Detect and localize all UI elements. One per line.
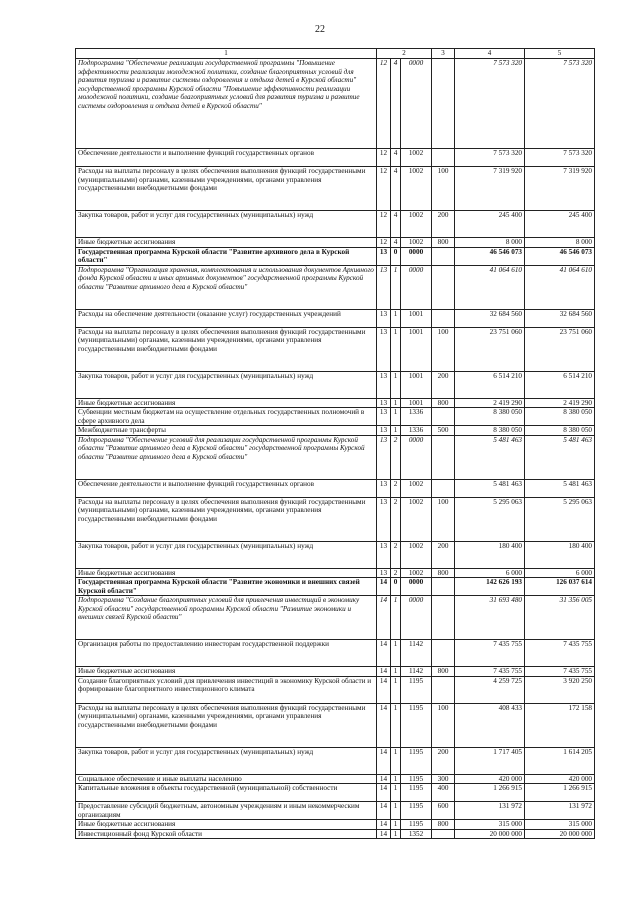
code-subprogram: 2	[391, 479, 401, 497]
row-name: Межбюджетные трансферты	[76, 426, 377, 436]
row-name: Иные бюджетные ассигнования	[76, 667, 377, 677]
amount-year1: 6 514 210	[455, 371, 525, 398]
amount-year1: 31 693 480	[455, 596, 525, 640]
row-name: Расходы на выплаты персоналу в целях обеспечения выполнения функций государственными (муниципальными) органами, казенными учреждениями, органами управления государственными внебюджетными фондами	[76, 703, 377, 747]
row-name: Закупка товаров, работ и услуг для государственных (муниципальных) нужд	[76, 541, 377, 568]
row-name: Иные бюджетные ассигнования	[76, 398, 377, 408]
amount-year2: 1 266 915	[525, 784, 595, 802]
amount-year2: 5 481 463	[525, 435, 595, 479]
expense-type: 100	[432, 703, 455, 747]
amount-year1: 5 481 463	[455, 479, 525, 497]
row-name: Расходы на выплаты персоналу в целях обеспечения выполнения функций государственными (муниципальными) органами, казенными учреждениями, органами управления государственными внебюджетными фондами	[76, 327, 377, 371]
table-row	[76, 541, 595, 568]
code-direction: 1002	[401, 238, 432, 248]
row-name: Закупка товаров, работ и услуг для государственных (муниципальных) нужд	[76, 211, 377, 238]
amount-year2: 1 614 205	[525, 747, 595, 774]
table-row	[76, 703, 595, 747]
table-row	[76, 167, 595, 211]
amount-year2: 41 064 610	[525, 265, 595, 309]
row-name: Обеспечение деятельности и выполнение функций государственных органов	[76, 479, 377, 497]
header-row	[76, 49, 595, 59]
expense-type: 100	[432, 327, 455, 371]
code-subprogram: 1	[391, 829, 401, 839]
code-subprogram: 1	[391, 676, 401, 703]
code-program: 13	[377, 371, 391, 398]
code-direction: 1336	[401, 426, 432, 436]
code-subprogram: 1	[391, 640, 401, 667]
expense-type	[432, 149, 455, 167]
code-program: 14	[377, 667, 391, 677]
table-row	[76, 802, 595, 820]
amount-year1: 245 400	[455, 211, 525, 238]
code-program: 13	[377, 479, 391, 497]
code-program: 12	[377, 149, 391, 167]
code-subprogram: 4	[391, 167, 401, 211]
amount-year1: 6 000	[455, 568, 525, 578]
amount-year1: 41 064 610	[455, 265, 525, 309]
table-row	[76, 149, 595, 167]
code-subprogram: 1	[391, 371, 401, 398]
code-subprogram: 1	[391, 398, 401, 408]
table-row	[76, 774, 595, 784]
table-row	[76, 596, 595, 640]
table-row	[76, 497, 595, 541]
expense-type: 500	[432, 426, 455, 436]
amount-year1: 20 000 000	[455, 829, 525, 839]
code-direction: 1195	[401, 774, 432, 784]
amount-year2: 245 400	[525, 211, 595, 238]
code-program: 12	[377, 238, 391, 248]
code-direction: 1001	[401, 309, 432, 327]
amount-year2: 8 000	[525, 238, 595, 248]
code-program: 14	[377, 820, 391, 830]
table-row	[76, 667, 595, 677]
row-name: Предоставление субсидий бюджетным, автономным учреждениям и иным некоммерческим организациям	[76, 802, 377, 820]
code-direction: 1195	[401, 703, 432, 747]
row-name: Иные бюджетные ассигнования	[76, 238, 377, 248]
code-subprogram: 1	[391, 820, 401, 830]
table-row	[76, 408, 595, 426]
code-program: 14	[377, 774, 391, 784]
code-program: 13	[377, 426, 391, 436]
code-subprogram: 1	[391, 596, 401, 640]
amount-year2: 126 037 614	[525, 578, 595, 596]
amount-year1: 408 433	[455, 703, 525, 747]
amount-year2: 46 546 073	[525, 247, 595, 265]
code-direction: 1001	[401, 327, 432, 371]
expense-type: 800	[432, 667, 455, 677]
code-program: 12	[377, 211, 391, 238]
row-name: Субвенции местным бюджетам на осуществление отдельных государственных полномочий в сфере архивного дела	[76, 408, 377, 426]
table-row	[76, 398, 595, 408]
table-row	[76, 676, 595, 703]
amount-year1: 420 000	[455, 774, 525, 784]
code-direction: 1001	[401, 398, 432, 408]
code-direction: 1002	[401, 479, 432, 497]
row-name: Иные бюджетные ассигнования	[76, 568, 377, 578]
code-direction: 1142	[401, 667, 432, 677]
code-subprogram: 0	[391, 247, 401, 265]
amount-year1: 142 626 193	[455, 578, 525, 596]
table-row	[76, 820, 595, 830]
row-name: Инвестиционный фонд Курской области	[76, 829, 377, 839]
code-program: 14	[377, 784, 391, 802]
table-row	[76, 568, 595, 578]
code-program: 14	[377, 802, 391, 820]
expense-type: 600	[432, 802, 455, 820]
expense-type: 200	[432, 541, 455, 568]
code-program: 14	[377, 578, 391, 596]
amount-year2: 32 684 560	[525, 309, 595, 327]
table-row	[76, 640, 595, 667]
row-name: Социальное обеспечение и иные выплаты населению	[76, 774, 377, 784]
row-name: Подпрограмма "Обеспечение условий для реализации государственной программы Курской области "Развитие архивного дела в Курской области" государственной программы Курской области "Развитие архивного дела в Курской области"	[76, 435, 377, 479]
page-number: 22	[315, 24, 325, 35]
table-row	[76, 479, 595, 497]
row-name: Создание благоприятных условий для привлечения инвестиций в экономику Курской области и формирование благоприятного инвестиционного климата	[76, 676, 377, 703]
code-direction: 1002	[401, 568, 432, 578]
expense-type	[432, 408, 455, 426]
code-program: 14	[377, 596, 391, 640]
amount-year2: 23 751 060	[525, 327, 595, 371]
code-direction: 1195	[401, 820, 432, 830]
code-direction: 1002	[401, 541, 432, 568]
amount-year1: 131 972	[455, 802, 525, 820]
code-program: 13	[377, 398, 391, 408]
header-cell: 5	[525, 49, 595, 59]
header-cell: 2	[377, 49, 432, 59]
code-direction: 0000	[401, 435, 432, 479]
amount-year1: 8 380 050	[455, 426, 525, 436]
amount-year2: 8 380 050	[525, 408, 595, 426]
code-subprogram: 1	[391, 802, 401, 820]
table-row	[76, 426, 595, 436]
expense-type	[432, 309, 455, 327]
code-subprogram: 1	[391, 774, 401, 784]
expense-type: 800	[432, 568, 455, 578]
amount-year2: 2 419 290	[525, 398, 595, 408]
code-program: 14	[377, 640, 391, 667]
code-program: 14	[377, 676, 391, 703]
code-subprogram: 4	[391, 59, 401, 149]
code-subprogram: 0	[391, 578, 401, 596]
code-subprogram: 2	[391, 541, 401, 568]
expense-type: 100	[432, 167, 455, 211]
code-direction: 1352	[401, 829, 432, 839]
code-program: 13	[377, 541, 391, 568]
table-row	[76, 784, 595, 802]
code-program: 13	[377, 497, 391, 541]
amount-year1: 5 481 463	[455, 435, 525, 479]
expense-type: 200	[432, 747, 455, 774]
amount-year2: 20 000 000	[525, 829, 595, 839]
row-name: Расходы на выплаты персоналу в целях обеспечения выполнения функций государственными (муниципальными) органами, казенными учреждениями, органами управления государственными внебюджетными фондами	[76, 497, 377, 541]
amount-year2: 420 000	[525, 774, 595, 784]
code-program: 13	[377, 327, 391, 371]
table-row	[76, 247, 595, 265]
code-subprogram: 1	[391, 408, 401, 426]
row-name: Обеспечение деятельности и выполнение функций государственных органов	[76, 149, 377, 167]
code-direction: 1195	[401, 802, 432, 820]
header-cell: 1	[76, 49, 377, 59]
code-direction: 1336	[401, 408, 432, 426]
code-program: 14	[377, 703, 391, 747]
code-subprogram: 1	[391, 426, 401, 436]
row-name: Подпрограмма "Создание благоприятных условий для привлечения инвестиций в экономику Курской области" государственной программы Курской области "Развитие экономики и внешних связей Курской области"	[76, 596, 377, 640]
code-subprogram: 1	[391, 747, 401, 774]
code-direction: 0000	[401, 59, 432, 149]
table-row	[76, 747, 595, 774]
code-program: 13	[377, 247, 391, 265]
expense-type: 100	[432, 497, 455, 541]
code-subprogram: 1	[391, 703, 401, 747]
budget-table	[75, 48, 595, 839]
table-row	[76, 211, 595, 238]
amount-year1: 8 380 050	[455, 408, 525, 426]
amount-year1: 7 573 320	[455, 149, 525, 167]
code-direction: 0000	[401, 265, 432, 309]
header-cell: 4	[455, 49, 525, 59]
table-row	[76, 371, 595, 398]
row-name: Закупка товаров, работ и услуг для государственных (муниципальных) нужд	[76, 747, 377, 774]
code-direction: 1195	[401, 784, 432, 802]
expense-type: 200	[432, 371, 455, 398]
code-subprogram: 1	[391, 784, 401, 802]
expense-type: 800	[432, 238, 455, 248]
code-program: 14	[377, 747, 391, 774]
amount-year2: 5 481 463	[525, 479, 595, 497]
amount-year1: 23 751 060	[455, 327, 525, 371]
amount-year2: 7 435 755	[525, 667, 595, 677]
amount-year1: 46 546 073	[455, 247, 525, 265]
code-program: 14	[377, 829, 391, 839]
amount-year1: 1 266 915	[455, 784, 525, 802]
row-name: Расходы на выплаты персоналу в целях обеспечения выполнения функций государственными (муниципальными) органами, казенными учреждениями, органами управления государственными внебюджетными фондами	[76, 167, 377, 211]
amount-year2: 172 158	[525, 703, 595, 747]
expense-type	[432, 247, 455, 265]
expense-type: 800	[432, 398, 455, 408]
amount-year2: 315 000	[525, 820, 595, 830]
amount-year1: 8 000	[455, 238, 525, 248]
code-subprogram: 2	[391, 497, 401, 541]
code-direction: 0000	[401, 596, 432, 640]
amount-year2: 131 972	[525, 802, 595, 820]
code-subprogram: 1	[391, 265, 401, 309]
expense-type: 300	[432, 774, 455, 784]
table-row	[76, 59, 595, 149]
amount-year1: 32 684 560	[455, 309, 525, 327]
amount-year1: 315 000	[455, 820, 525, 830]
row-name: Закупка товаров, работ и услуг для государственных (муниципальных) нужд	[76, 371, 377, 398]
code-direction: 1195	[401, 747, 432, 774]
amount-year1: 4 259 725	[455, 676, 525, 703]
code-subprogram: 4	[391, 149, 401, 167]
amount-year1: 180 400	[455, 541, 525, 568]
amount-year1: 7 573 320	[455, 59, 525, 149]
amount-year1: 7 319 920	[455, 167, 525, 211]
amount-year2: 7 435 755	[525, 640, 595, 667]
code-program: 13	[377, 265, 391, 309]
amount-year2: 180 400	[525, 541, 595, 568]
expense-type	[432, 59, 455, 149]
expense-type	[432, 829, 455, 839]
code-program: 12	[377, 59, 391, 149]
expense-type	[432, 265, 455, 309]
code-direction: 0000	[401, 578, 432, 596]
code-direction: 1142	[401, 640, 432, 667]
row-name: Капитальные вложения в объекты государственной (муниципальной) собственности	[76, 784, 377, 802]
expense-type	[432, 435, 455, 479]
code-direction: 1002	[401, 211, 432, 238]
amount-year1: 7 435 755	[455, 640, 525, 667]
code-program: 13	[377, 309, 391, 327]
amount-year2: 8 380 050	[525, 426, 595, 436]
expense-type	[432, 596, 455, 640]
row-name: Подпрограмма "Организация хранения, комплектования и использования документов Архивного фонда Курской области и иных архивных документов" государственной программы Курской области "Развитие архивного дела в Курской области"	[76, 265, 377, 309]
expense-type	[432, 676, 455, 703]
table-row	[76, 265, 595, 309]
amount-year1: 1 717 405	[455, 747, 525, 774]
expense-type	[432, 578, 455, 596]
code-direction: 1002	[401, 497, 432, 541]
amount-year2: 6 000	[525, 568, 595, 578]
table-row	[76, 829, 595, 839]
amount-year2: 31 356 005	[525, 596, 595, 640]
row-name: Подпрограмма "Обеспечение реализации государственной программы "Повышение эффективности реализации молодежной политики, создание благоприятных условий для развития туризма и развитие системы оздоровления и отдыха детей в Курской области" государственной программы Курской области "Повышение эффективности реализации молодежной политики, создание благоприятных условий для развития туризма и развитие системы оздоровления и отдыха детей в Курской области"	[76, 59, 377, 149]
row-name: Организация работы по предоставлению инвесторам государственной поддержки	[76, 640, 377, 667]
row-name: Иные бюджетные ассигнования	[76, 820, 377, 830]
code-program: 13	[377, 408, 391, 426]
code-subprogram: 4	[391, 211, 401, 238]
amount-year2: 6 514 210	[525, 371, 595, 398]
expense-type: 200	[432, 211, 455, 238]
row-name: Государственная программа Курской области "Развитие архивного дела в Курской области"	[76, 247, 377, 265]
amount-year2: 7 573 320	[525, 149, 595, 167]
code-subprogram: 4	[391, 238, 401, 248]
table-row	[76, 327, 595, 371]
expense-type: 800	[432, 820, 455, 830]
code-subprogram: 1	[391, 327, 401, 371]
expense-type	[432, 640, 455, 667]
amount-year2: 3 920 250	[525, 676, 595, 703]
row-name: Государственная программа Курской области "Развитие экономики и внешних связей Курской области"	[76, 578, 377, 596]
code-direction: 1002	[401, 167, 432, 211]
code-program: 13	[377, 568, 391, 578]
amount-year2: 5 295 063	[525, 497, 595, 541]
code-program: 12	[377, 167, 391, 211]
header-cell: 3	[432, 49, 455, 59]
amount-year1: 2 419 290	[455, 398, 525, 408]
code-direction: 1001	[401, 371, 432, 398]
code-subprogram: 1	[391, 309, 401, 327]
expense-type	[432, 479, 455, 497]
code-program: 13	[377, 435, 391, 479]
amount-year2: 7 319 920	[525, 167, 595, 211]
code-subprogram: 2	[391, 568, 401, 578]
expense-type: 400	[432, 784, 455, 802]
code-direction: 1195	[401, 676, 432, 703]
amount-year2: 7 573 320	[525, 59, 595, 149]
table-row	[76, 309, 595, 327]
table-row	[76, 435, 595, 479]
amount-year1: 5 295 063	[455, 497, 525, 541]
code-direction: 0000	[401, 247, 432, 265]
code-subprogram: 2	[391, 435, 401, 479]
table-row	[76, 238, 595, 248]
row-name: Расходы на обеспечение деятельности (оказание услуг) государственных учреждений	[76, 309, 377, 327]
amount-year1: 7 435 755	[455, 667, 525, 677]
code-direction: 1002	[401, 149, 432, 167]
table-row	[76, 578, 595, 596]
code-subprogram: 1	[391, 667, 401, 677]
